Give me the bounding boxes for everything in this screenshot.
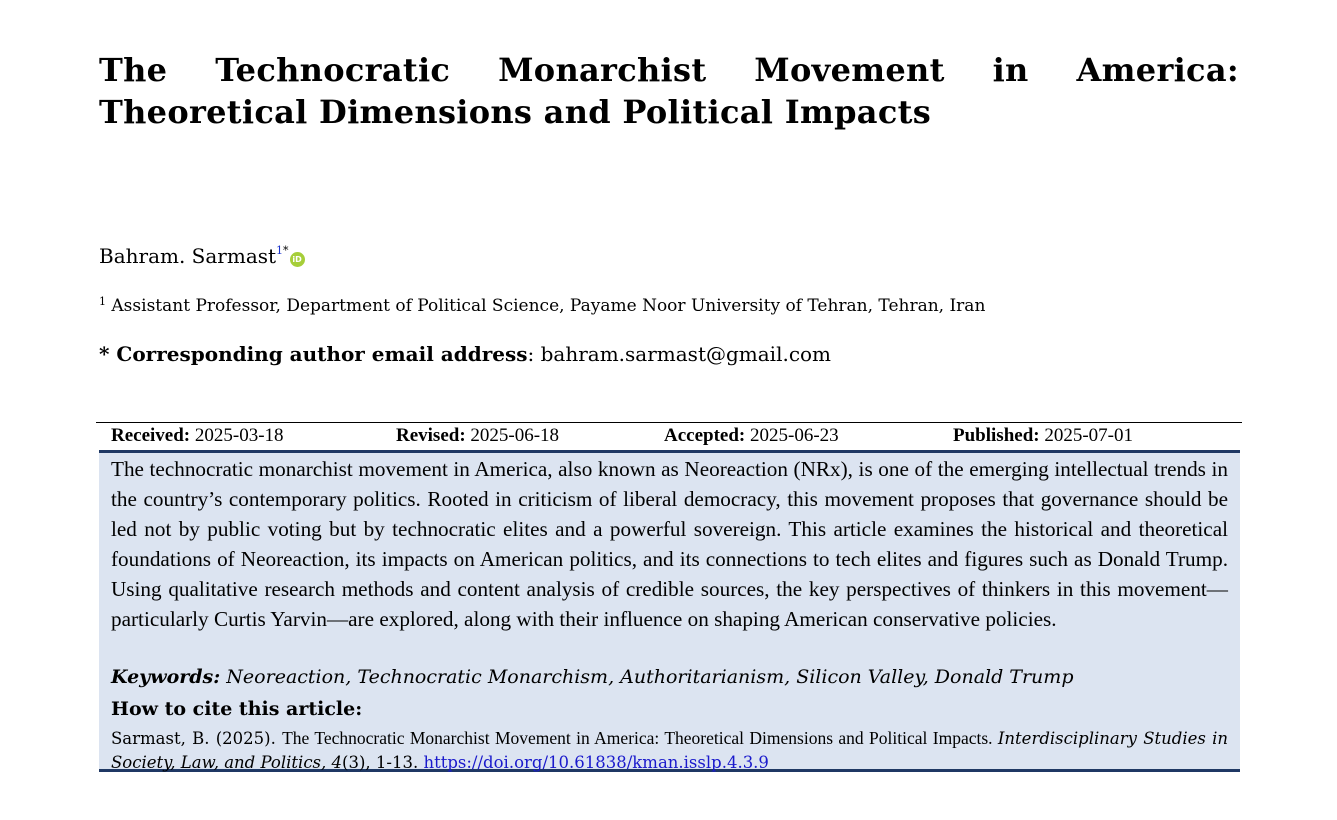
abstract-box [99,450,1240,772]
date-published [953,425,1133,449]
date-label: Published: [953,425,1040,446]
orcid-icon[interactable]: iD [290,252,305,267]
affiliation [99,291,985,317]
dates-divider [96,422,1242,423]
corresponding-separator: : [527,342,541,366]
affiliation-number: 1 [99,295,106,308]
corresponding-mark: * [283,244,289,257]
article-title: The Technocratic Monarchist Movement in America: Theoretical Dimensions and Political Impacts [99,51,1239,131]
affiliation-mark: 1 [276,244,284,257]
date-value: 2025-07-01 [1044,425,1133,446]
corresponding-author [99,341,831,367]
citation-issue-pages: (3), 1-13. [342,753,424,772]
corresponding-email[interactable]: bahram.sarmast@gmail.com [540,342,832,366]
corresponding-label: * Corresponding author email address [99,342,528,366]
date-received [111,425,284,449]
author-name: Bahram. Sarmast [99,244,277,268]
citation-heading: How to cite this article: [111,698,363,720]
date-accepted [664,425,839,449]
author-marks [276,244,289,257]
author-line [99,238,305,269]
keywords-text: Neoreaction, Technocratic Monarchism, Authoritarianism, Silicon Valley, Donald Trump [220,666,1074,688]
citation [111,726,1228,775]
date-value: 2025-06-18 [470,425,560,446]
date-revised [396,425,559,449]
citation-title: The Technocratic Monarchist Movement in America: Theoretical Dimensions and Political Impacts. [282,728,998,748]
date-label: Received: [111,425,191,446]
abstract-text: The technocratic monarchist movement in America, also known as Neoreaction (NRx), is one of the emerging intellectual trends in the country’s contemporary politics. Rooted in criticism of liberal democracy, this movement proposes that governance should be led not by public voting but by technocratic elites and a powerful sovereign. This article examines the historical and theoretical foundations of Neoreaction, its impacts on American politics, and its connections to tech elites and figures such as Donald Trump. Using qualitative research methods and content analysis of credible sources, the key perspectives of thinkers in this movement—particularly Curtis Yarvin—are explored, along with their influence on shaping American conservative policies. [111,457,1228,631]
keywords-label: Keywords: [111,666,221,688]
affiliation-text: Assistant Professor, Department of Political Science, Payame Noor University of Tehran, Tehran, Iran [111,296,986,316]
citation-journal: Interdisciplinary Studies in Society, Law, and Politics, 4 [111,729,1228,772]
date-value: 2025-03-18 [194,425,284,446]
citation-authors-year: Sarmast, B. (2025). [111,729,283,748]
doi-link[interactable]: https://doi.org/10.61838/kman.isslp.4.3.9 [423,753,769,772]
date-label: Revised: [396,425,466,446]
date-value: 2025-06-23 [750,425,839,446]
keywords [111,664,1228,690]
date-label: Accepted: [664,425,746,446]
